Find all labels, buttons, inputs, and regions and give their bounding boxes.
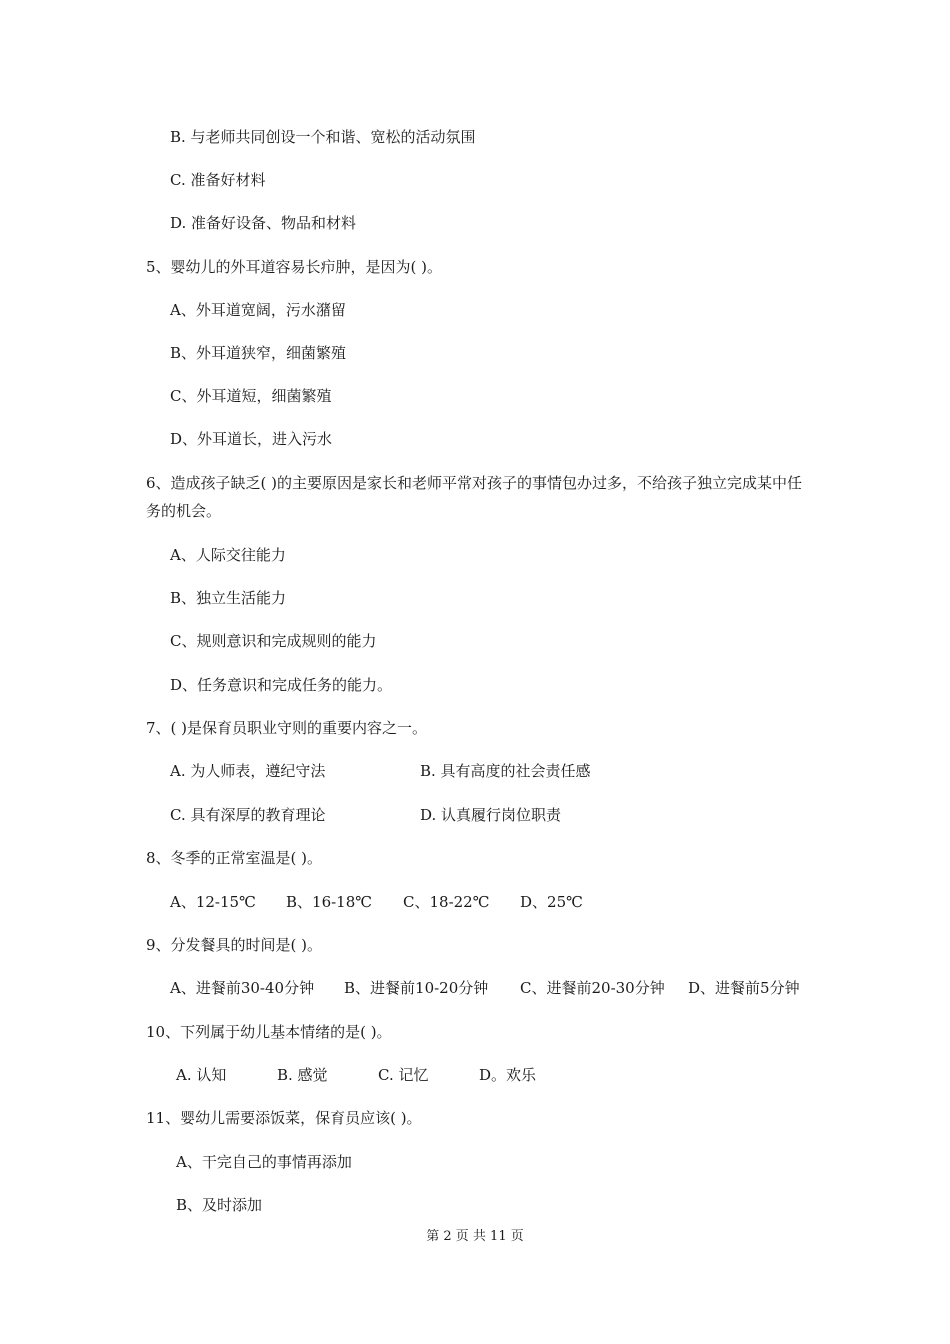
q8-option-a: A、12-15℃ [170,893,256,911]
q9-option-c: C、进餐前20-30分钟 [520,979,665,997]
q11-option-a: A、干完自己的事情再添加 [176,1153,352,1171]
q5-option-c: C、外耳道短，细菌繁殖 [170,387,332,405]
q7-option-a: A. 为人师表，遵纪守法 [170,762,326,780]
q9-option-b: B、进餐前10-20分钟 [344,979,489,997]
q10-option-a: A. 认知 [176,1066,227,1084]
q4-option-c: C. 准备好材料 [170,171,266,189]
q5-option-a: A、外耳道宽阔，污水潴留 [170,301,346,319]
q11-option-b: B、及时添加 [176,1196,263,1214]
q10-option-c: C. 记忆 [378,1066,429,1084]
q9-option-d: D、进餐前5分钟 [688,979,800,997]
q7-option-d: D. 认真履行岗位职责 [420,806,562,824]
q5-option-d: D、外耳道长，进入污水 [170,430,333,448]
q9-stem: 9、分发餐具的时间是( )。 [146,936,323,954]
q5-stem: 5、婴幼儿的外耳道容易长疖肿，是因为( )。 [146,258,443,276]
q9-option-a: A、进餐前30-40分钟 [170,979,315,997]
q7-option-b: B. 具有高度的社会责任感 [420,762,591,780]
q7-stem: 7、( )是保育员职业守则的重要内容之一。 [146,719,428,737]
q8-option-c: C、18-22℃ [403,893,490,911]
q8-option-b: B、16-18℃ [286,893,373,911]
q10-option-b: B. 感觉 [277,1066,328,1084]
q11-stem: 11、婴幼儿需要添饭菜，保育员应该( )。 [146,1109,422,1127]
q10-option-d: D。欢乐 [479,1066,537,1084]
q6-option-d: D、任务意识和完成任务的能力。 [170,676,393,694]
q6-option-c: C、规则意识和完成规则的能力 [170,632,377,650]
q4-option-d: D. 准备好设备、物品和材料 [170,214,357,232]
q10-stem: 10、下列属于幼儿基本情绪的是( )。 [146,1023,392,1041]
q6-stem: 6、造成孩子缺乏( )的主要原因是家长和老师平常对孩子的事情包办过多，不给孩子独立完成某中任务的机会。 [146,474,803,520]
q6-option-b: B、独立生活能力 [170,589,287,607]
q6-option-a: A、人际交往能力 [170,546,286,564]
q8-stem: 8、冬季的正常室温是( )。 [146,849,323,867]
q5-option-b: B、外耳道狭窄，细菌繁殖 [170,344,347,362]
q4-option-b: B. 与老师共同创设一个和谐、宽松的活动氛围 [170,128,476,146]
page-footer: 第 2 页 共 11 页 [426,1229,524,1244]
q8-option-d: D、25℃ [520,893,583,911]
q7-option-c: C. 具有深厚的教育理论 [170,806,326,824]
